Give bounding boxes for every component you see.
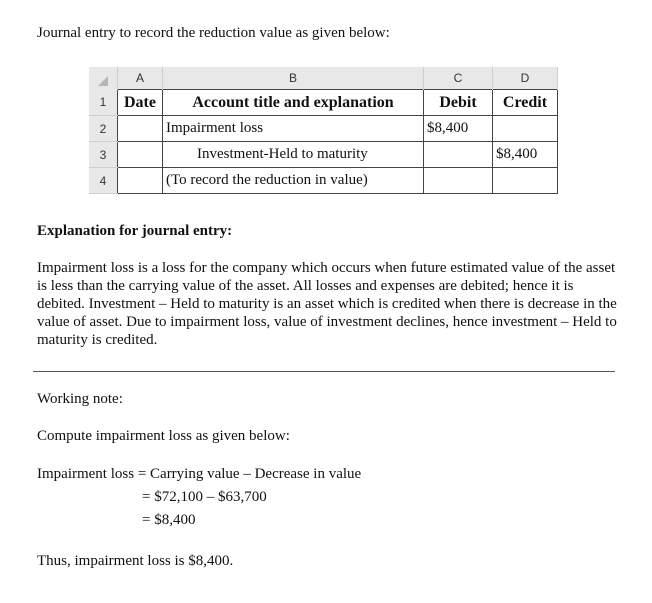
cell-date[interactable] xyxy=(118,142,163,168)
row-number[interactable]: 3 xyxy=(89,142,118,168)
header-date[interactable]: Date xyxy=(118,90,163,116)
cell-account[interactable]: (To record the reduction in value) xyxy=(163,168,424,194)
table-row xyxy=(89,116,558,142)
header-debit[interactable]: Debit xyxy=(424,90,493,116)
corner-triangle-icon xyxy=(98,76,108,86)
equation-line-3: = $8,400 xyxy=(142,512,196,528)
cell-date[interactable] xyxy=(118,116,163,142)
compute-instruction: Compute impairment loss as given below: xyxy=(37,428,290,444)
header-account[interactable]: Account title and explanation xyxy=(163,90,424,116)
equation-line-1: Impairment loss = Carrying value – Decrease in value xyxy=(37,466,362,482)
cell-date[interactable] xyxy=(118,168,163,194)
journal-entry-table xyxy=(89,67,558,194)
cell-credit[interactable] xyxy=(493,168,558,194)
table-row xyxy=(89,142,558,168)
working-note-label: Working note: xyxy=(37,391,123,407)
cell-debit[interactable] xyxy=(424,168,493,194)
row-number[interactable]: 4 xyxy=(89,168,118,194)
row-number[interactable]: 1 xyxy=(89,90,118,116)
cell-account[interactable]: Impairment loss xyxy=(163,116,424,142)
table-row xyxy=(89,168,558,194)
header-credit[interactable]: Credit xyxy=(493,90,558,116)
section-divider xyxy=(33,371,615,372)
cell-credit[interactable]: $8,400 xyxy=(493,142,558,168)
explanation-heading: Explanation for journal entry: xyxy=(37,223,233,239)
cell-debit[interactable]: $8,400 xyxy=(424,116,493,142)
column-header-b[interactable]: B xyxy=(163,67,424,90)
cell-credit[interactable] xyxy=(493,116,558,142)
column-header-c[interactable]: C xyxy=(424,67,493,90)
column-header-d[interactable]: D xyxy=(493,67,558,90)
cell-debit[interactable] xyxy=(424,142,493,168)
equation-line-2: = $72,100 – $63,700 xyxy=(142,489,267,505)
explanation-paragraph: Impairment loss is a loss for the company which occurs when future estimated value of the asset is less than the carrying value of the asset. All losses and expenses are debited; hence it is debited. Investment – Held to maturity is an asset which is credited when there is decrease in the value of asset. Due to impairment loss, value of investment declines, hence investment – Held to maturity is credited. xyxy=(37,260,617,348)
column-header-a[interactable]: A xyxy=(118,67,163,90)
cell-account[interactable]: Investment-Held to maturity xyxy=(163,142,424,168)
intro-text: Journal entry to record the reduction value as given below: xyxy=(37,25,390,41)
table-row xyxy=(89,90,558,116)
select-all-corner[interactable] xyxy=(89,67,118,90)
conclusion-text: Thus, impairment loss is $8,400. xyxy=(37,553,234,569)
row-number[interactable]: 2 xyxy=(89,116,118,142)
column-header-row xyxy=(89,67,558,90)
